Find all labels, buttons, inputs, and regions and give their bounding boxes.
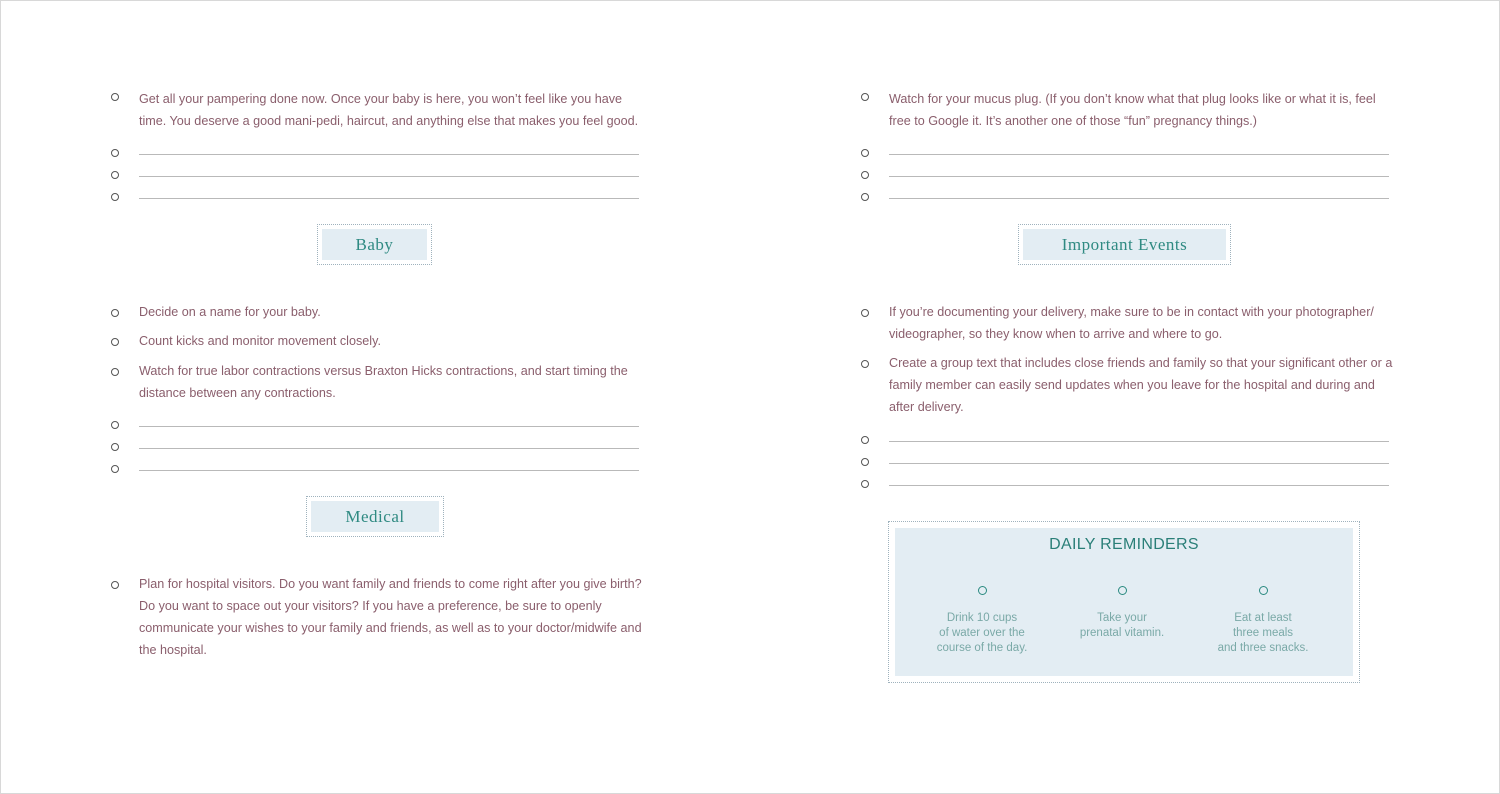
write-in-line[interactable] <box>889 485 1389 486</box>
section-heading-medical <box>306 496 444 537</box>
checkbox-circle[interactable] <box>861 93 869 101</box>
write-in-line[interactable] <box>139 426 639 427</box>
reminder-item <box>1052 586 1192 641</box>
checkbox-circle[interactable] <box>111 93 119 101</box>
reminder-text: Eat at least three meals and three snacks. <box>1217 612 1309 654</box>
write-in-line[interactable] <box>889 154 1389 155</box>
write-in-line[interactable] <box>139 448 639 449</box>
write-in-line[interactable] <box>889 463 1389 464</box>
checkbox-circle[interactable] <box>1118 586 1127 595</box>
daily-reminders-panel <box>895 528 1353 676</box>
checkbox-circle[interactable] <box>861 309 869 317</box>
item-text: Plan for hospital visitors. Do you want family and friends to come right after you give birth? Do you want to space out your visitors? If you have a preference, be sure to openly communicate your wishes to your family and friends, as well as to your doctor/midwife and the hospital. <box>139 577 642 657</box>
section-heading-baby <box>317 224 432 265</box>
write-in-line[interactable] <box>139 154 639 155</box>
write-in-line[interactable] <box>139 470 639 471</box>
write-in-line[interactable] <box>889 198 1389 199</box>
checkbox-circle[interactable] <box>111 338 119 346</box>
reminder-item <box>1193 586 1333 656</box>
checkbox-circle[interactable] <box>111 309 119 317</box>
reminder-item <box>912 586 1052 656</box>
checkbox-circle[interactable] <box>861 436 869 444</box>
checkbox-circle[interactable] <box>861 360 869 368</box>
checkbox-circle[interactable] <box>978 586 987 595</box>
checkbox-circle[interactable] <box>861 480 869 488</box>
checkbox-circle[interactable] <box>111 465 119 473</box>
checkbox-circle[interactable] <box>111 171 119 179</box>
write-in-line[interactable] <box>889 176 1389 177</box>
checkbox-circle[interactable] <box>861 149 869 157</box>
checkbox-circle[interactable] <box>111 443 119 451</box>
item-text: Get all your pampering done now. Once your baby is here, you won’t feel like you have time. You deserve a good mani-pedi, haircut, and anything else that makes you feel good. <box>139 92 639 128</box>
item-text: If you’re documenting your delivery, make sure to be in contact with your photographer/ videographer, so they know when to arrive and where to go. <box>889 305 1374 341</box>
checkbox-circle[interactable] <box>111 581 119 589</box>
item-text: Create a group text that includes close friends and family so that your significant other or a family member can easily send updates when you leave for the hospital and during and after delivery. <box>889 356 1393 414</box>
write-in-line[interactable] <box>139 198 639 199</box>
checkbox-circle[interactable] <box>861 458 869 466</box>
checkbox-circle[interactable] <box>111 149 119 157</box>
section-heading-label: Baby <box>322 229 427 260</box>
item-text: Watch for your mucus plug. (If you don’t know what that plug looks like or what it is, feel free to Google it. It’s another one of those “fun” pregnancy things.) <box>889 92 1376 128</box>
daily-reminders-title: DAILY REMINDERS <box>1049 536 1199 553</box>
daily-reminders-box <box>888 521 1360 683</box>
section-heading-label: Medical <box>311 501 439 532</box>
write-in-line[interactable] <box>139 176 639 177</box>
checkbox-circle[interactable] <box>111 193 119 201</box>
item-text: Count kicks and monitor movement closely. <box>139 334 381 348</box>
checkbox-circle[interactable] <box>861 171 869 179</box>
checkbox-circle[interactable] <box>861 193 869 201</box>
checkbox-circle[interactable] <box>111 368 119 376</box>
reminder-text: Drink 10 cups of water over the course of the day. <box>936 612 1028 654</box>
write-in-line[interactable] <box>889 441 1389 442</box>
section-heading-important-events <box>1018 224 1231 265</box>
section-heading-label: Important Events <box>1023 229 1226 260</box>
item-text: Decide on a name for your baby. <box>139 305 321 319</box>
item-text: Watch for true labor contractions versus Braxton Hicks contractions, and start timing the distance between any contractions. <box>139 364 628 400</box>
checkbox-circle[interactable] <box>1259 586 1268 595</box>
checkbox-circle[interactable] <box>111 421 119 429</box>
reminder-text: Take your prenatal vitamin. <box>1079 612 1165 639</box>
